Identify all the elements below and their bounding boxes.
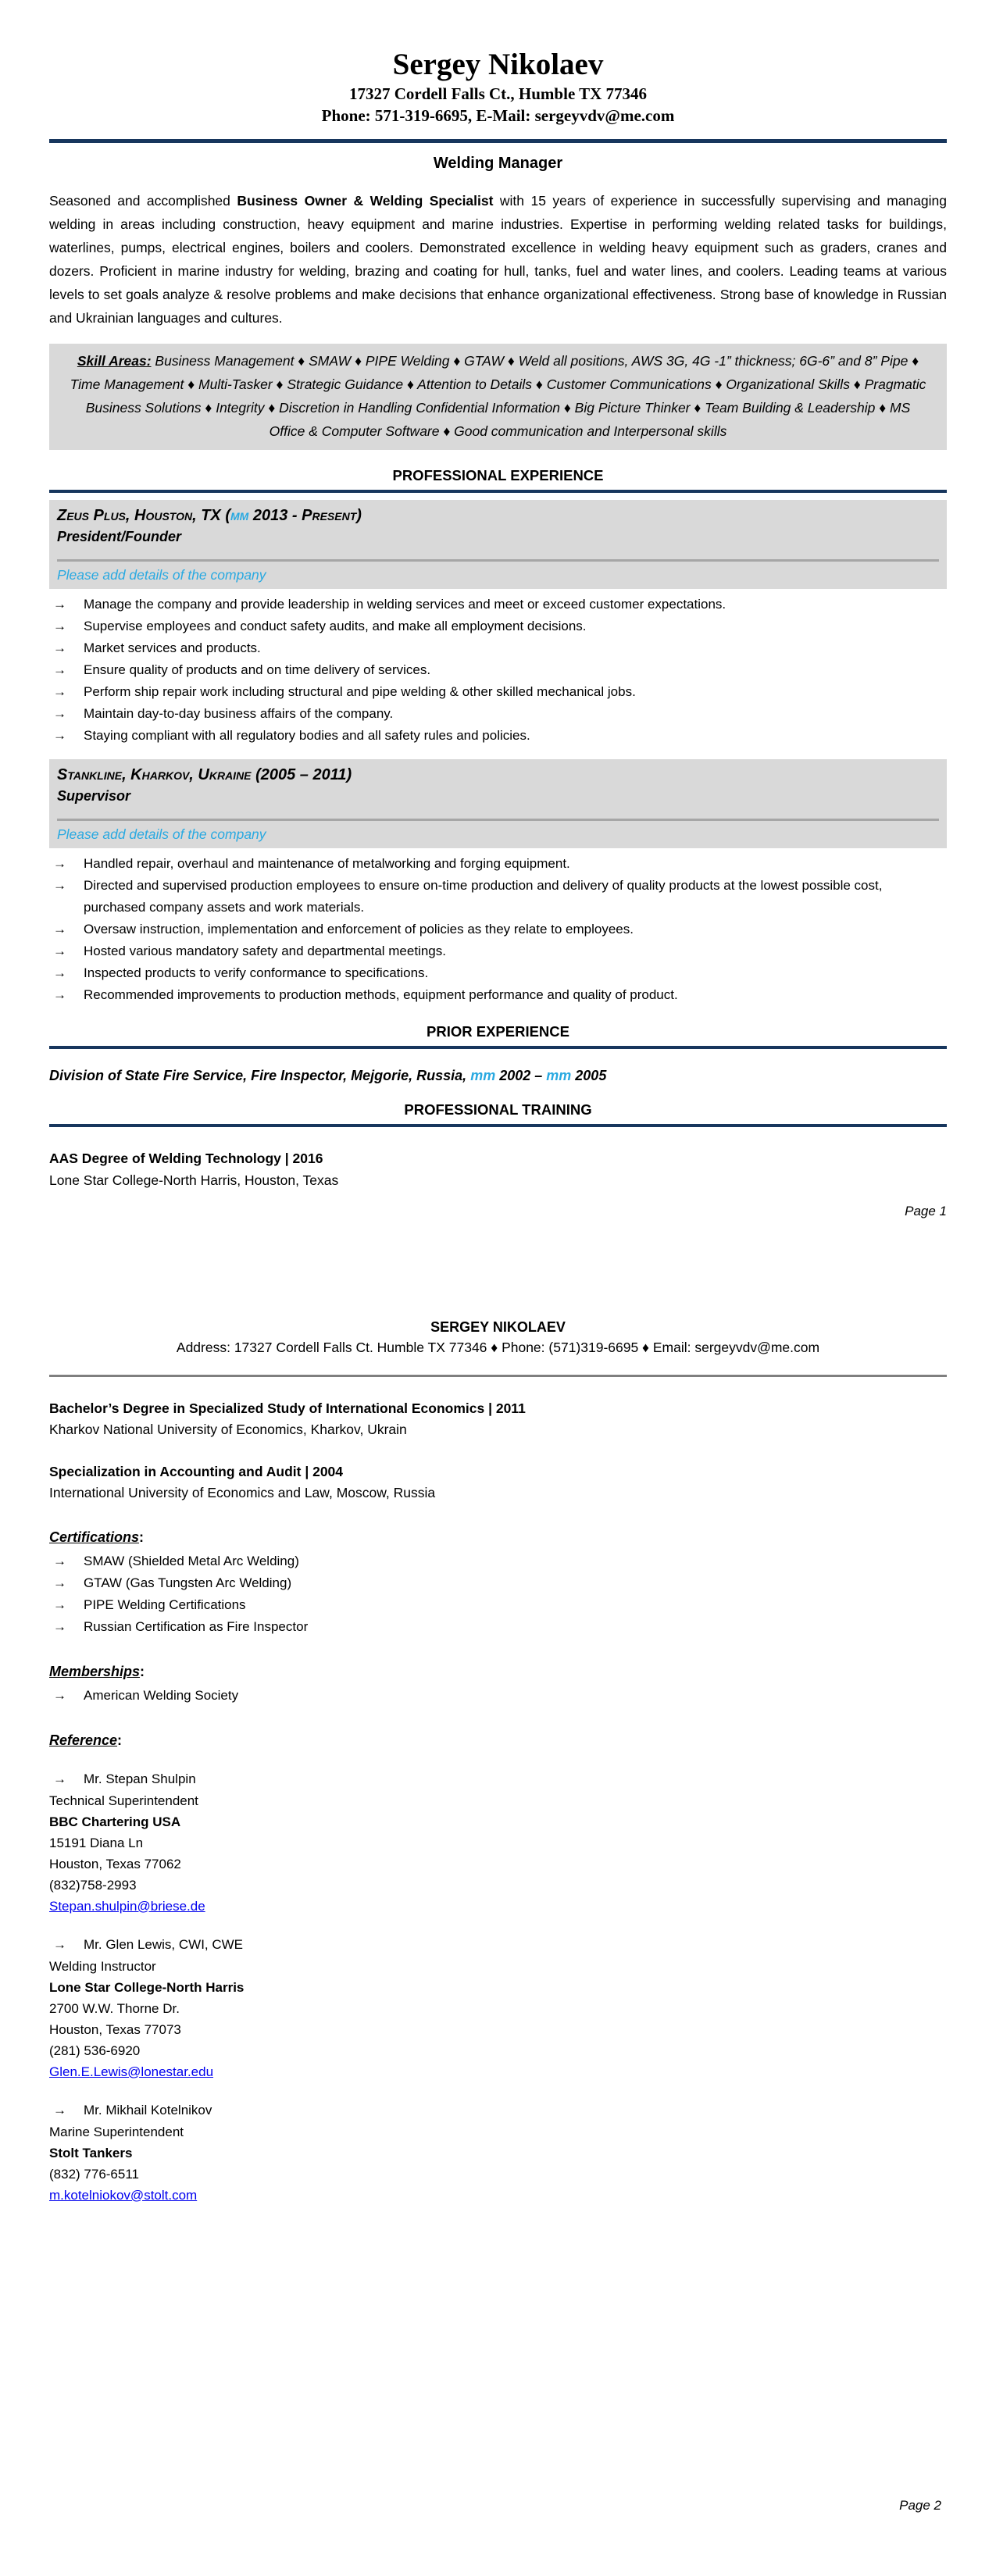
- reference-company: Stolt Tankers: [49, 2145, 133, 2160]
- reference-title: Technical Superintendent: [49, 1793, 198, 1808]
- bullet-text: Perform ship repair work including structural and pipe welding & other skilled mechanical jobs.: [84, 683, 636, 699]
- arrow-bullet-icon: →: [53, 1597, 66, 1612]
- training-school: Lone Star College-North Harris, Houston, Texas: [49, 1172, 339, 1188]
- reference-email-row: [49, 1896, 947, 1917]
- arrow-bullet-icon: →: [53, 640, 66, 655]
- reference-email-link[interactable]: Stepan.shulpin@briese.de: [49, 1898, 205, 1914]
- page-1-label: Page 1: [905, 1203, 947, 1218]
- reference-heading: [49, 1730, 947, 1751]
- header-divider: [49, 139, 947, 143]
- job-bullets: [49, 594, 947, 747]
- candidate-name: Sergey Nikolaev: [392, 48, 604, 81]
- prior-experience-text: Division of State Fire Service, Fire Inspector, Mejgorie, Russia,: [49, 1067, 471, 1083]
- training-degree: AAS Degree of Welding Technology | 2016: [49, 1150, 323, 1166]
- bullet-item: [49, 594, 947, 615]
- bullet-text: Mr. Glen Lewis, CWI, CWE: [84, 1936, 244, 1952]
- page2-header-contact: Address: 17327 Cordell Falls Ct. Humble TX 77346 ♦ Phone: (571)319-6695 ♦ Email: sergeyvdv@me.com: [176, 1339, 820, 1355]
- arrow-bullet-icon: →: [53, 1771, 66, 1786]
- arrow-bullet-icon: →: [53, 662, 66, 677]
- bullet-text: Inspected products to verify conformance to specifications.: [84, 965, 429, 980]
- page-2-label: Page 2: [899, 2498, 941, 2513]
- bullet-text: American Welding Society: [84, 1687, 239, 1703]
- arrow-bullet-icon: →: [53, 1936, 66, 1952]
- resume-title: Welding Manager: [433, 155, 563, 172]
- bullet-item: [49, 940, 947, 962]
- section-divider: [49, 1124, 947, 1127]
- arrow-bullet-icon: →: [53, 943, 66, 958]
- skill-areas-label: Skill Areas:: [77, 352, 152, 369]
- bullet-item: [49, 1768, 947, 1790]
- page2-header-divider: [49, 1375, 947, 1377]
- bullet-item: [49, 853, 947, 875]
- bullet-item: [49, 725, 947, 747]
- certifications-list: [49, 1550, 947, 1638]
- reference-detail: 2700 W.W. Thorne Dr.: [49, 2000, 180, 2016]
- reference-detail: 15191 Diana Ln: [49, 1835, 144, 1850]
- bullet-text: Mr. Mikhail Kotelnikov: [84, 2102, 212, 2118]
- reference-entry: [49, 2100, 947, 2206]
- arrow-bullet-icon: →: [53, 1553, 66, 1568]
- arrow-bullet-icon: →: [53, 987, 66, 1002]
- arrow-bullet-icon: →: [53, 877, 66, 893]
- bullet-text: PIPE Welding Certifications: [84, 1597, 246, 1612]
- job-entry: [49, 759, 947, 1006]
- education-school: Kharkov National University of Economics, Kharkov, Ukrain: [49, 1421, 407, 1437]
- prior-experience-text: 2005: [571, 1067, 607, 1083]
- summary-text: Seasoned and accomplished: [49, 193, 237, 209]
- bullet-item: [49, 919, 947, 940]
- bullet-text: GTAW (Gas Tungsten Arc Welding): [84, 1575, 292, 1590]
- reference-label: Reference: [49, 1732, 118, 1748]
- arrow-bullet-icon: →: [53, 965, 66, 980]
- bullet-text: Mr. Stepan Shulpin: [84, 1771, 196, 1786]
- reference-detail: (281) 536-6920: [49, 2043, 141, 2058]
- memberships-heading: [49, 1661, 947, 1682]
- job-position: Supervisor: [57, 787, 131, 804]
- reference-detail: Houston, Texas 77062: [49, 1856, 181, 1871]
- bullet-item: [49, 703, 947, 725]
- candidate-address: 17327 Cordell Falls Ct., Humble TX 77346: [348, 84, 648, 103]
- arrow-bullet-icon: →: [53, 2102, 66, 2118]
- colon: :: [117, 1732, 123, 1748]
- skill-areas-box: [49, 344, 947, 450]
- bullet-item: [49, 1934, 947, 1956]
- reference-detail: (832) 776-6511: [49, 2166, 139, 2182]
- bullet-item: [49, 681, 947, 703]
- reference-entry: [49, 1768, 947, 1917]
- certifications-heading: [49, 1527, 947, 1548]
- arrow-bullet-icon: →: [53, 596, 66, 612]
- section-heading-professional-experience: PROFESSIONAL EXPERIENCE: [392, 466, 604, 483]
- reference-title: Marine Superintendent: [49, 2124, 184, 2139]
- arrow-bullet-icon: →: [53, 921, 66, 937]
- candidate-phone-email: Phone: 571-319-6695, E-Mail: sergeyvdv@me.com: [321, 106, 675, 125]
- bullet-item: [49, 1594, 947, 1616]
- bullet-text: Directed and supervised production employees to ensure on-time production and delivery of quality products at the lowest possible cost, purchased company assets and work materials.: [84, 877, 883, 915]
- bullet-text: Hosted various mandatory safety and departmental meetings.: [84, 943, 446, 958]
- company-details-placeholder[interactable]: Please add details of the company: [57, 566, 266, 583]
- bullet-text: Supervise employees and conduct safety audits, and make all employment decisions.: [84, 618, 587, 633]
- colon: :: [140, 1663, 145, 1679]
- prior-experience-text: 2002 –: [495, 1067, 547, 1083]
- company-details-placeholder[interactable]: Please add details of the company: [57, 826, 266, 842]
- experience-entries: [49, 500, 947, 1006]
- bullet-text: SMAW (Shielded Metal Arc Welding): [84, 1553, 299, 1568]
- prior-experience-line: [49, 1068, 947, 1084]
- job-entry: [49, 500, 947, 747]
- page-2: [49, 1319, 947, 2206]
- education-degree: Bachelor’s Degree in Specialized Study of International Economics | 2011: [49, 1400, 526, 1416]
- arrow-bullet-icon: →: [53, 727, 66, 743]
- skill-areas-text: Business Management ♦ SMAW ♦ PIPE Welding ♦ GTAW ♦ Weld all positions, AWS 3G, 4G -1” thickness; 6G-6” and 8” Pipe ♦ Time Management ♦ Multi-Tasker ♦ Strategic Guidance ♦ Attention to Details ♦ Customer Communications ♦ Organizational Skills ♦ Pragmatic Business Solutions ♦ Integrity ♦ Discretion in Handling Confidential Information ♦ Big Picture Thinker ♦ Team Building & Leadership ♦ MS Office & Computer Software ♦ Good communication and Interpersonal skills: [70, 352, 926, 439]
- education-entry: [49, 1461, 947, 1504]
- certifications-label: Certifications: [49, 1529, 140, 1545]
- bullet-item: [49, 1550, 947, 1572]
- bullet-item: [49, 615, 947, 637]
- summary-text: with 15 years of experience in successfully supervising and managing welding in areas including construction, heavy equipment and marine industries. Expertise in performing welding related tasks for buildings, waterlines, pumps, electrical engines, boilers and coolers. Demonstrated excellence in welding heavy equipment such as graders, cranes and dozers. Proficient in marine industry for welding, brazing and coating for hull, tanks, fuel and water lines, and coolers. Leading teams at various levels to set goals analyze & resolve problems and make decisions that enhance organizational effectiveness. Strong base of knowledge in Russian and Ukrainian languages and cultures.: [49, 193, 947, 326]
- reference-title: Welding Instructor: [49, 1958, 156, 1974]
- summary-paragraph: [49, 189, 947, 330]
- bullet-item: [49, 1685, 947, 1707]
- company-name-text: Zeus Plus, Houston, TX (: [57, 506, 230, 524]
- bullet-text: Ensure quality of products and on time delivery of services.: [84, 662, 431, 677]
- bullet-item: [49, 2100, 947, 2121]
- reference-email-row: [49, 2185, 947, 2206]
- arrow-bullet-icon: →: [53, 1687, 66, 1703]
- company-name-text: Stankline, Kharkov, Ukraine (2005 – 2011): [57, 765, 352, 783]
- reference-detail: Houston, Texas 77073: [49, 2021, 181, 2037]
- arrow-bullet-icon: →: [53, 618, 66, 633]
- summary-emphasis: Business Owner & Welding Specialist: [237, 193, 494, 209]
- reference-detail: (832)758-2993: [49, 1877, 137, 1893]
- date-placeholder-mm: mm: [230, 506, 249, 524]
- memberships-label: Memberships: [49, 1663, 141, 1679]
- reference-email-link[interactable]: Glen.E.Lewis@lonestar.edu: [49, 2064, 214, 2079]
- bullet-text: Handled repair, overhaul and maintenance of metalworking and forging equipment.: [84, 855, 570, 871]
- arrow-bullet-icon: →: [53, 683, 66, 699]
- bullet-text: Staying compliant with all regulatory bodies and all safety rules and policies.: [84, 727, 530, 743]
- bullet-item: [49, 1572, 947, 1594]
- company-line: [57, 505, 939, 526]
- bullet-text: Market services and products.: [84, 640, 261, 655]
- bullet-text: Oversaw instruction, implementation and enforcement of policies as they relate to employees.: [84, 921, 634, 937]
- arrow-bullet-icon: →: [53, 855, 66, 871]
- memberships-list: [49, 1685, 947, 1707]
- section-heading-prior-experience: PRIOR EXPERIENCE: [427, 1022, 569, 1040]
- date-placeholder-mm: mm: [546, 1067, 572, 1083]
- bullet-text: Russian Certification as Fire Inspector: [84, 1618, 309, 1634]
- job-bullets: [49, 853, 947, 1006]
- reference-email-row: [49, 2061, 947, 2082]
- section-divider: [49, 490, 947, 493]
- colon: :: [139, 1529, 145, 1545]
- reference-email-link[interactable]: m.kotelniokov@stolt.com: [49, 2187, 198, 2203]
- reference-company: Lone Star College-North Harris: [49, 1979, 245, 1995]
- bullet-text: Maintain day-to-day business affairs of the company.: [84, 705, 394, 721]
- reference-entry: [49, 1934, 947, 2082]
- company-line: [57, 765, 939, 785]
- bullet-item: [49, 962, 947, 984]
- section-divider: [49, 1046, 947, 1049]
- bullet-item: [49, 875, 947, 919]
- arrow-bullet-icon: →: [53, 1575, 66, 1590]
- bullet-item: [49, 659, 947, 681]
- bullet-item: [49, 637, 947, 659]
- job-position: President/Founder: [57, 528, 182, 544]
- bullet-text: Manage the company and provide leadership in welding services and meet or exceed customer expectations.: [84, 596, 726, 612]
- bullet-item: [49, 1616, 947, 1638]
- section-heading-professional-training: PROFESSIONAL TRAINING: [404, 1101, 592, 1118]
- page2-header-name: SERGEY NIKOLAEV: [430, 1318, 566, 1335]
- company-name-text: 2013 - Present): [248, 506, 362, 524]
- page-1: [49, 47, 947, 1219]
- arrow-bullet-icon: →: [53, 705, 66, 721]
- bullet-item: [49, 984, 947, 1006]
- education-entries: [49, 1398, 947, 1504]
- reference-company: BBC Chartering USA: [49, 1814, 181, 1829]
- date-placeholder-mm: mm: [470, 1067, 496, 1083]
- references-entries: [49, 1768, 947, 2206]
- education-school: International University of Economics and Law, Moscow, Russia: [49, 1484, 436, 1500]
- bullet-text: Recommended improvements to production methods, equipment performance and quality of product.: [84, 987, 678, 1002]
- education-degree: Specialization in Accounting and Audit | 2004: [49, 1463, 344, 1479]
- arrow-bullet-icon: →: [53, 1618, 66, 1634]
- job-header: [49, 500, 947, 589]
- education-entry: [49, 1398, 947, 1440]
- job-header: [49, 759, 947, 848]
